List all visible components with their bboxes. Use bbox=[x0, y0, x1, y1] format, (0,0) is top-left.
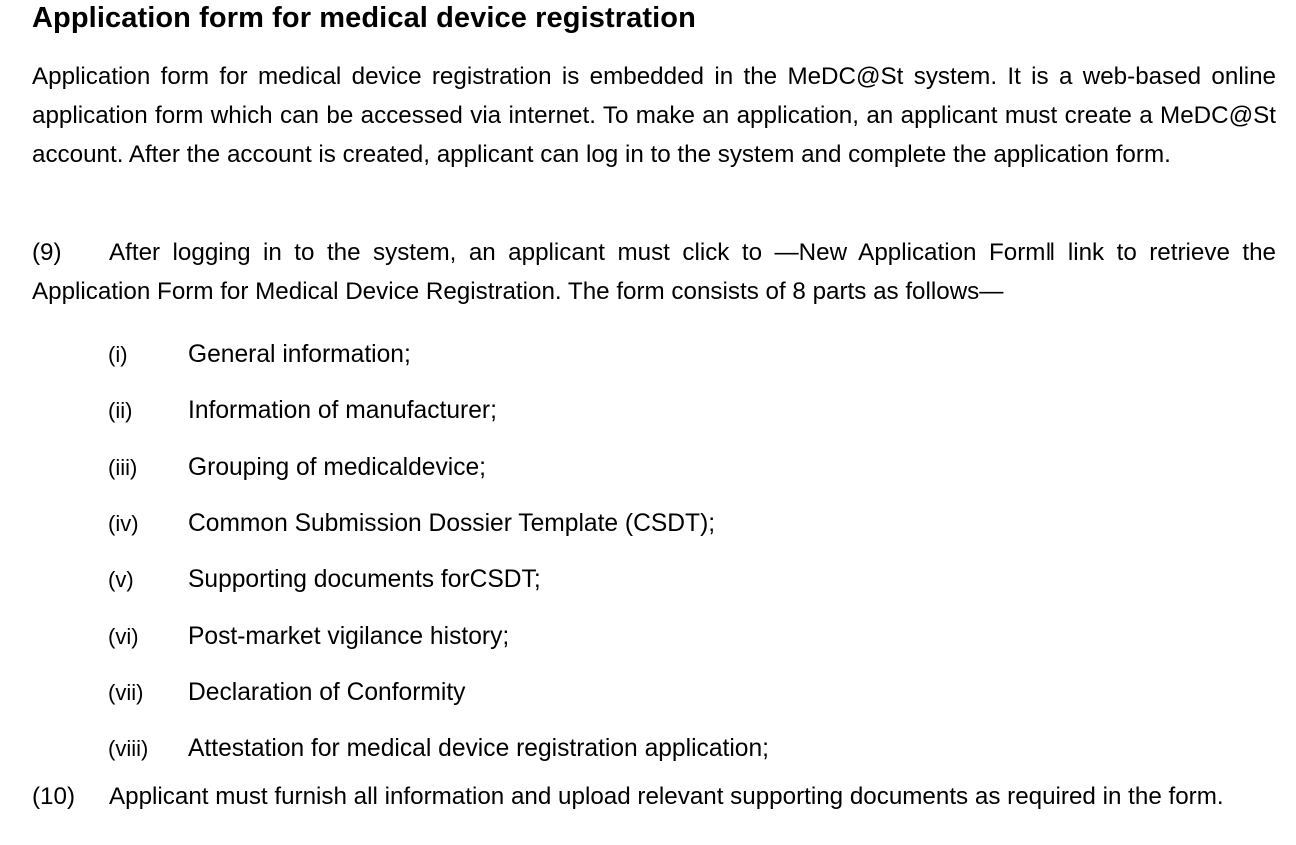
list-item-number: (i) bbox=[108, 342, 128, 368]
list-item-text: Grouping of medicaldevice; bbox=[188, 453, 487, 481]
paragraph-9 bbox=[32, 233, 1276, 311]
list-item-text: Supporting documents forCSDT; bbox=[188, 566, 541, 594]
list-item-number: (vii) bbox=[108, 679, 144, 705]
paragraph-number: (9) bbox=[32, 239, 62, 266]
list-item bbox=[108, 440, 769, 496]
list-item bbox=[108, 327, 769, 383]
paragraph-text: After logging in to the system, an applicant must click to —New Application Form‖ link to retrieve the Application Form for Medical Device Registration. The form consists of 8 parts as follows— bbox=[32, 239, 1276, 305]
list-item bbox=[108, 552, 769, 608]
list-item bbox=[108, 721, 769, 777]
form-parts-list bbox=[108, 327, 769, 777]
list-item-number: (vi) bbox=[108, 623, 139, 649]
intro-paragraph: Application form for medical device registration is embedded in the MeDC@St system. It is a web-based online application form which can be accessed via internet. To make an application, an applicant must create a MeDC@St account. After the account is created, applicant can log in to the system and complete the application form. bbox=[32, 63, 1276, 168]
list-item bbox=[108, 496, 769, 552]
list-item-number: (v) bbox=[108, 567, 134, 593]
list-item bbox=[108, 383, 769, 439]
paragraph-10 bbox=[32, 777, 1276, 816]
paragraph-text: Applicant must furnish all information and upload relevant supporting documents as required in the form. bbox=[109, 783, 1224, 810]
list-item-number: (iii) bbox=[108, 454, 138, 480]
list-item-text: Information of manufacturer; bbox=[188, 397, 497, 425]
list-item-number: (iv) bbox=[108, 511, 139, 537]
list-item-number: (ii) bbox=[108, 398, 133, 424]
page-title: Application form for medical device registration bbox=[32, 2, 696, 34]
list-item bbox=[108, 665, 769, 721]
list-item bbox=[108, 608, 769, 664]
list-item-text: Attestation for medical device registration application; bbox=[188, 735, 769, 763]
list-item-text: Post-market vigilance history; bbox=[188, 622, 510, 650]
list-item-text: Declaration of Conformity bbox=[188, 678, 466, 706]
paragraph-number: (10) bbox=[32, 783, 76, 810]
list-item-text: Common Submission Dossier Template (CSDT); bbox=[188, 510, 716, 538]
list-item-text: General information; bbox=[188, 341, 411, 369]
list-item-number: (viii) bbox=[108, 736, 149, 762]
